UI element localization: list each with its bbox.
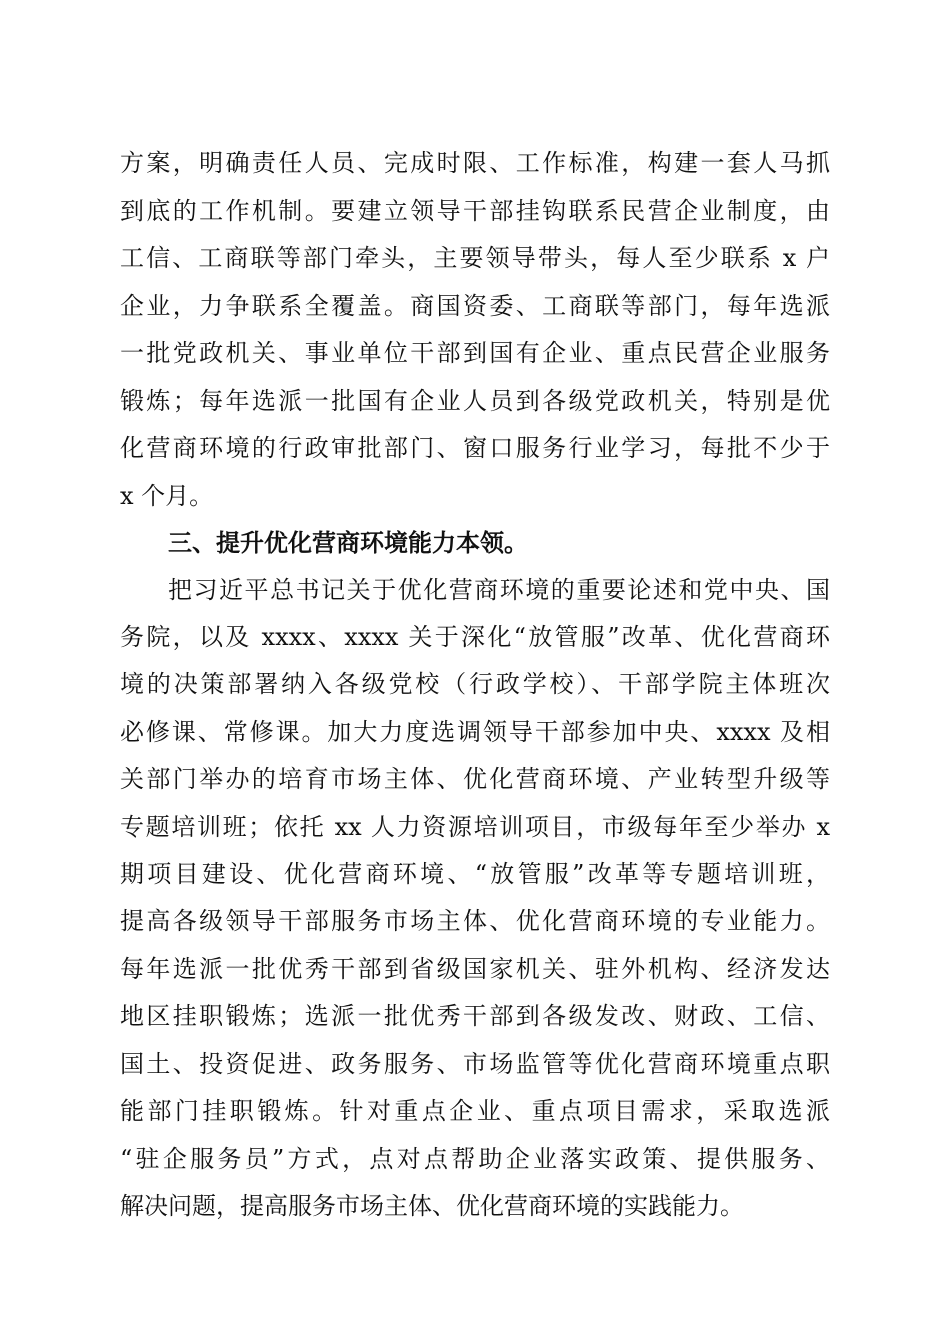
paragraph-1-line-3: 工信、工商联等部门牵头，主要领导带头，每人至少联系 x 户	[120, 244, 830, 272]
section-3-line-12: 能部门挂职锻炼。针对重点企业、重点项目需求，采取选派	[120, 1097, 830, 1125]
section-3-line-14: 解决问题，提高服务市场主体、优化营商环境的实践能力。	[120, 1192, 744, 1220]
paragraph-1-line-8: x 个月。	[120, 482, 214, 510]
paragraph-1-line-5: 一批党政机关、事业单位干部到国有企业、重点民营企业服务	[120, 339, 830, 367]
section-3-line-7: 期项目建设、优化营商环境、“放管服”改革等专题培训班，	[120, 860, 830, 888]
paragraph-1-line-1: 方案，明确责任人员、完成时限、工作标准，构建一套人马抓	[120, 149, 830, 177]
section-3-line-6: 专题培训班；依托 xx 人力资源培训项目，市级每年至少举办 x	[120, 813, 830, 841]
section-3-line-5: 关部门举办的培育市场主体、优化营商环境、产业转型升级等	[120, 765, 830, 793]
section-3-line-2: 务院，以及 xxxx、xxxx 关于深化“放管服”改革、优化营商环	[120, 623, 830, 651]
section-3-line-4: 必修课、常修课。加大力度选调领导干部参加中央、xxxx 及相	[120, 718, 830, 746]
section-3-line-10: 地区挂职锻炼；选派一批优秀干部到各级发改、财政、工信、	[120, 1002, 830, 1030]
section-3-line-1: 把习近平总书记关于优化营商环境的重要论述和党中央、国	[168, 576, 830, 604]
section-3-line-8: 提高各级领导干部服务市场主体、优化营商环境的专业能力。	[120, 907, 830, 935]
section-3-heading: 三、提升优化营商环境能力本领。	[168, 529, 528, 557]
section-3-line-3: 境的决策部署纳入各级党校（行政学校）、干部学院主体班次	[120, 670, 830, 698]
paragraph-1-line-2: 到底的工作机制。要建立领导干部挂钩联系民营企业制度，由	[120, 197, 830, 225]
section-3-line-11: 国土、投资促进、政务服务、市场监管等优化营商环境重点职	[120, 1050, 830, 1078]
paragraph-1-line-6: 锻炼；每年选派一批国有企业人员到各级党政机关，特别是优	[120, 387, 830, 415]
paragraph-1-line-7: 化营商环境的行政审批部门、窗口服务行业学习，每批不少于	[120, 434, 830, 462]
section-3-line-13: “驻企服务员”方式，点对点帮助企业落实政策、提供服务、	[120, 1145, 830, 1173]
section-3-line-9: 每年选派一批优秀干部到省级国家机关、驻外机构、经济发达	[120, 955, 830, 983]
paragraph-1-line-4: 企业，力争联系全覆盖。商国资委、工商联等部门，每年选派	[120, 292, 830, 320]
